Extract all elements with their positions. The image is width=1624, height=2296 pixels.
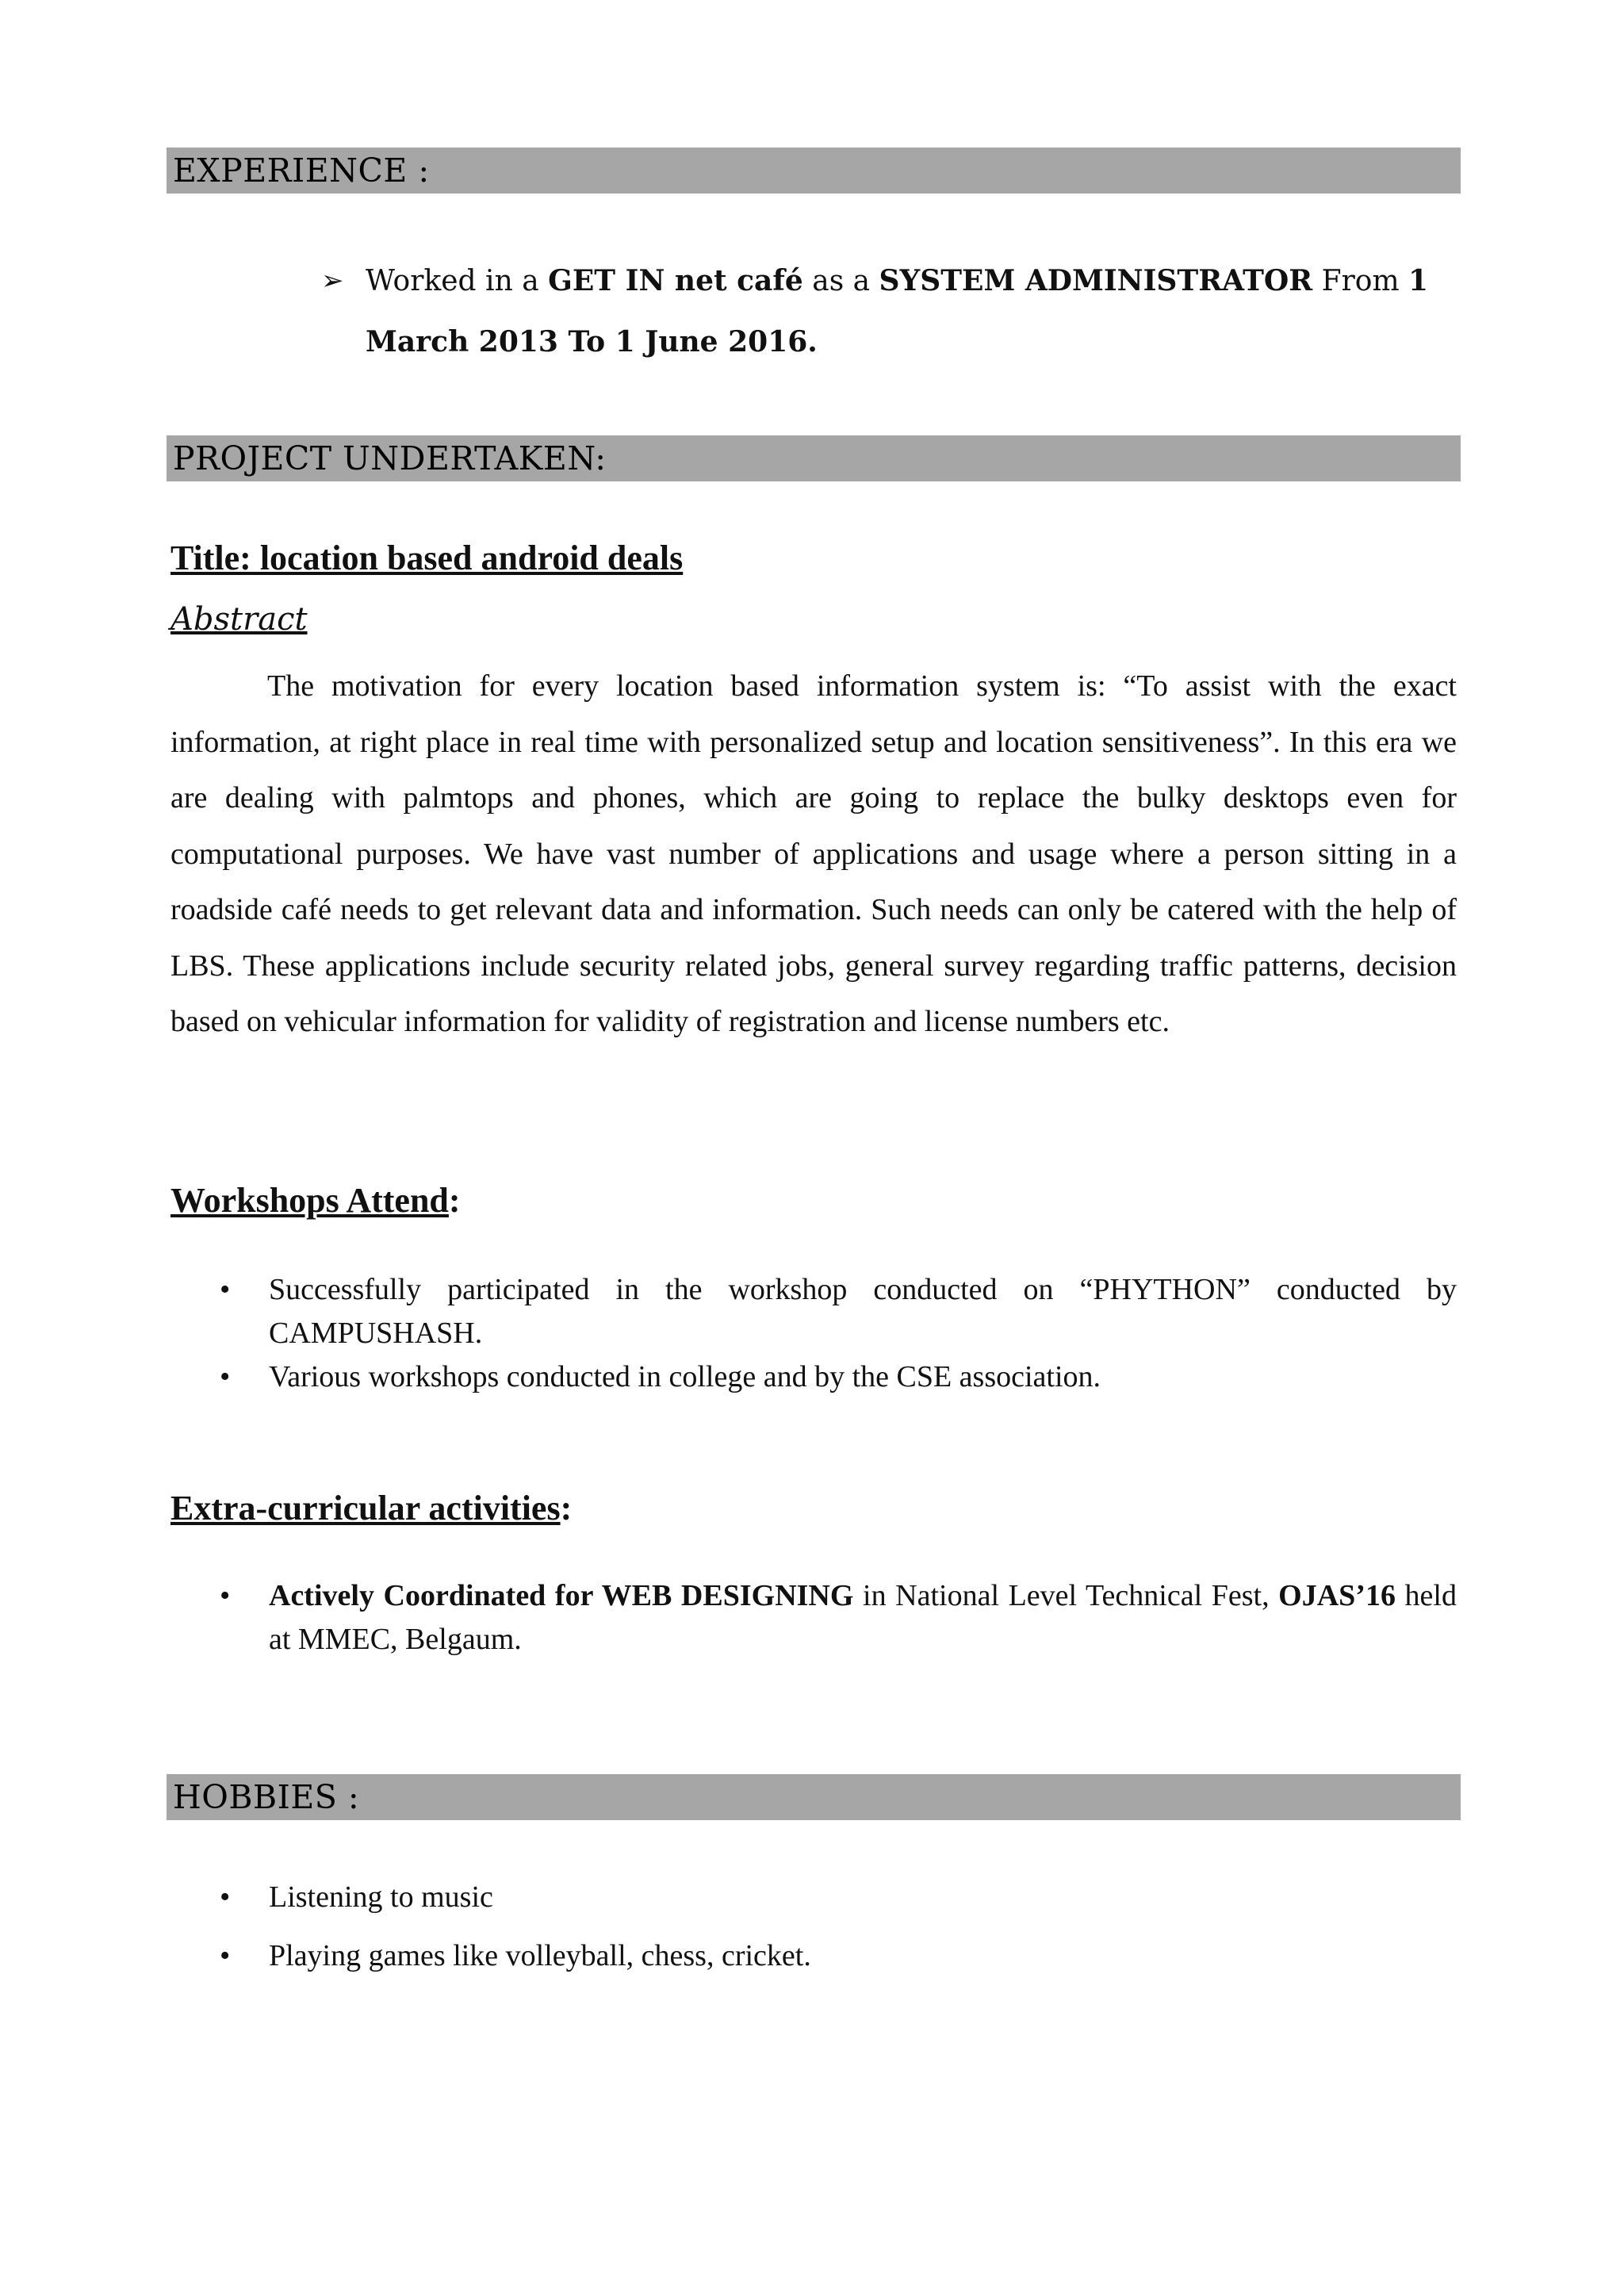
start-day: 1 xyxy=(1408,264,1429,297)
experience-heading: EXPERIENCE : xyxy=(173,151,430,190)
list-item-text: in National Level Technical Fest, xyxy=(853,1579,1279,1612)
list-item xyxy=(170,1355,1457,1399)
abstract-label: Abstract xyxy=(170,601,308,638)
experience-text: Worked in a xyxy=(366,265,549,297)
bullet-icon: • xyxy=(220,1273,231,1306)
experience-line-1 xyxy=(321,251,1463,312)
hobbies-section-header xyxy=(167,1774,1461,1820)
bullet-icon: • xyxy=(220,1880,231,1914)
extra-curricular-heading-text: Extra-curricular activities xyxy=(170,1489,561,1527)
list-item xyxy=(170,1574,1457,1662)
list-item-text: held at MMEC, Belgaum. xyxy=(269,1579,1457,1656)
job-role: SYSTEM ADMINISTRATOR xyxy=(879,264,1313,297)
workshops-heading-text: Workshops Attend xyxy=(170,1181,449,1220)
experience-entry xyxy=(321,251,1463,373)
hobbies-heading: HOBBIES : xyxy=(173,1778,360,1816)
project-heading: PROJECT UNDERTAKEN: xyxy=(173,439,607,477)
experience-line-2 xyxy=(321,312,1463,373)
list-item xyxy=(170,1876,1457,1919)
workshops-list xyxy=(170,1268,1457,1399)
workshops-heading xyxy=(170,1180,461,1221)
experience-text: From xyxy=(1312,265,1409,297)
employer-name: GET IN net café xyxy=(548,264,803,297)
abstract-paragraph: The motivation for every location based information system is: “To assist with the exact information, at right place in real time with personalized setup and location sensitiveness”. In this era we are dealing with palmtops and phones, which are going to replace the bulky desktops even for computational purposes. We have vast number of applications and usage where a person sitting in a roadside café needs to get relevant data and information. Such needs can only be catered with the help of LBS. These applications include security related jobs, general survey regarding traffic patterns, decision based on vehicular information for validity of registration and license numbers etc. xyxy=(170,669,1457,1038)
hobbies-list xyxy=(170,1876,1457,1993)
extra-curricular-heading xyxy=(170,1488,572,1528)
arrow-bullet-icon: ➢ xyxy=(321,265,344,297)
heading-colon: : xyxy=(560,1489,573,1527)
bullet-icon: • xyxy=(220,1579,231,1612)
experience-text: as a xyxy=(802,265,879,297)
project-section-header xyxy=(167,435,1461,481)
list-item xyxy=(170,1268,1457,1355)
list-item-text: Playing games like volleyball, chess, cricket. xyxy=(269,1939,811,1972)
experience-section-header xyxy=(167,148,1461,194)
bullet-icon: • xyxy=(220,1360,231,1393)
fest-name: OJAS’16 xyxy=(1278,1579,1396,1612)
list-item-text: Successfully participated in the workshop conducted on “PHYTHON” conducted by CAMPUSHASH. xyxy=(269,1273,1457,1350)
extra-curricular-list xyxy=(170,1574,1457,1662)
project-title: Title: location based android deals xyxy=(170,539,684,577)
activity-role: Actively Coordinated for WEB DESIGNING xyxy=(269,1579,854,1612)
list-item xyxy=(170,1934,1457,1978)
list-item-text: Listening to music xyxy=(269,1880,493,1914)
list-item-text: Various workshops conducted in college and by the CSE association. xyxy=(269,1360,1101,1393)
heading-colon: : xyxy=(448,1181,461,1220)
bullet-icon: • xyxy=(220,1939,231,1972)
employment-period: March 2013 To 1 June 2016. xyxy=(366,325,818,358)
